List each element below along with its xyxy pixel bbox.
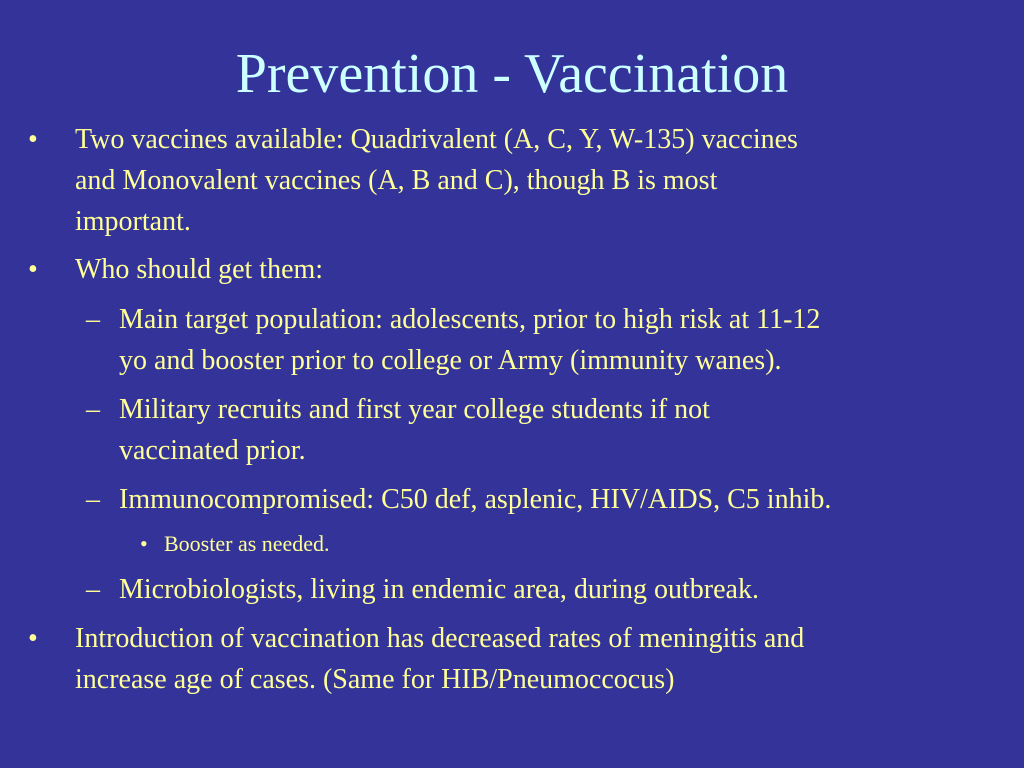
dash-line: Immunocompromised: C50 def, asplenic, HIV/AIDS, C5 inhib. — [119, 484, 832, 515]
dash-line: Main target population: adolescents, prior to high risk at 11-12 — [119, 304, 821, 335]
bullet-line: Who should get them: — [75, 254, 324, 285]
dash-line: Microbiologists, living in endemic area, during outbreak. — [119, 574, 759, 605]
bullet-item — [28, 618, 804, 700]
dash-marker: – — [86, 574, 100, 605]
dash-item — [86, 389, 710, 471]
dash-line: Military recruits and first year college students if not — [119, 394, 710, 425]
dash-item — [86, 569, 759, 610]
bullet-line: increase age of cases. (Same for HIB/Pneumoccocus) — [75, 664, 675, 695]
bullet-marker: • — [28, 623, 38, 654]
dash-marker: – — [86, 304, 100, 335]
sub-bullet-marker: • — [140, 531, 148, 556]
bullet-line: Two vaccines available: Quadrivalent (A, C, Y, W-135) vaccines — [75, 124, 798, 155]
dash-marker: – — [86, 484, 100, 515]
dash-line: yo and booster prior to college or Army (immunity wanes). — [119, 345, 782, 376]
slide-title: Prevention - Vaccination — [235, 43, 789, 105]
dash-item — [86, 479, 831, 520]
bullet-marker: • — [28, 124, 38, 155]
dash-marker: – — [86, 394, 100, 425]
bullet-item — [28, 249, 323, 290]
bullet-line: important. — [75, 206, 191, 237]
sub-bullet-item — [140, 529, 330, 559]
bullet-line: Introduction of vaccination has decreased rates of meningitis and — [75, 623, 805, 654]
bullet-marker: • — [28, 254, 38, 285]
bullet-item — [28, 119, 798, 242]
bullet-line: and Monovalent vaccines (A, B and C), though B is most — [75, 165, 718, 196]
sub-bullet-line: Booster as needed. — [164, 531, 330, 556]
dash-line: vaccinated prior. — [119, 435, 306, 466]
dash-item — [86, 299, 820, 381]
